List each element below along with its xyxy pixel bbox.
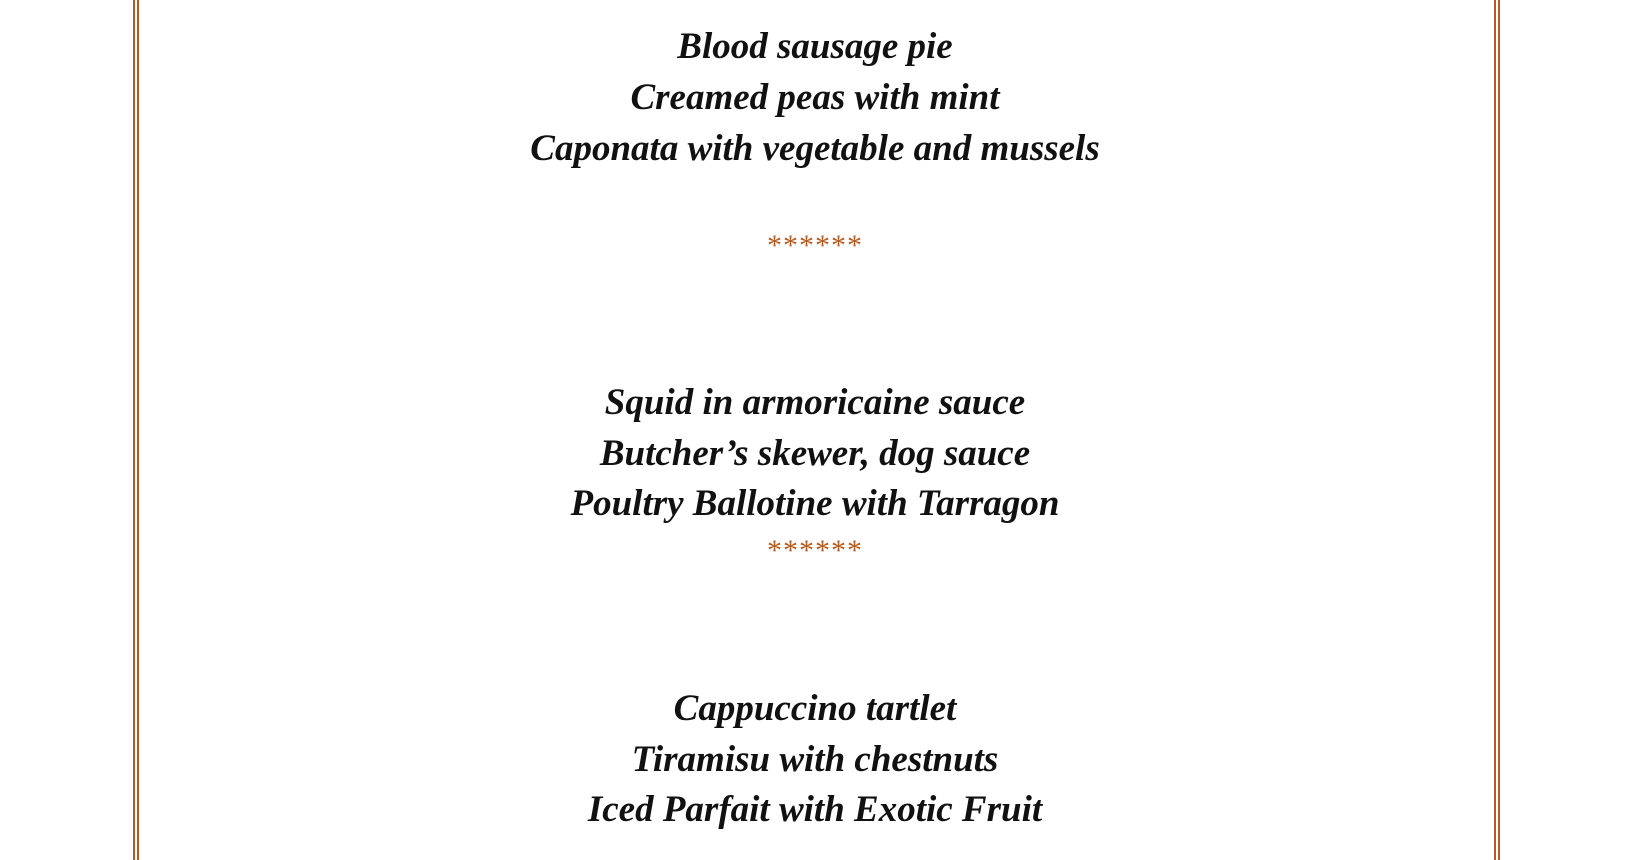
section-separator: ****** xyxy=(767,534,863,567)
menu-item-main: Butcher’s skewer, dog sauce xyxy=(599,433,1031,474)
section-separator: ****** xyxy=(767,229,863,262)
left-border-line-outer xyxy=(133,0,135,860)
menu-item-starter: Caponata with vegetable and mussels xyxy=(530,128,1100,169)
menu-item-main: Poultry Ballotine with Tarragon xyxy=(570,483,1060,524)
menu-item-starter: Creamed peas with mint xyxy=(630,77,1000,118)
right-border-line-outer xyxy=(1498,0,1500,860)
menu-item-starter: Blood sausage pie xyxy=(677,26,953,67)
menu-item-main: Squid in armoricaine sauce xyxy=(604,382,1026,423)
menu-item-dessert: Iced Parfait with Exotic Fruit xyxy=(587,789,1043,830)
right-border-line-inner xyxy=(1494,0,1496,860)
left-border-frame xyxy=(133,0,140,860)
right-border-frame xyxy=(1494,0,1501,860)
menu-item-dessert: Tiramisu with chestnuts xyxy=(631,739,999,780)
menu-item-dessert: Cappuccino tartlet xyxy=(673,688,957,729)
left-border-line-inner xyxy=(137,0,139,860)
